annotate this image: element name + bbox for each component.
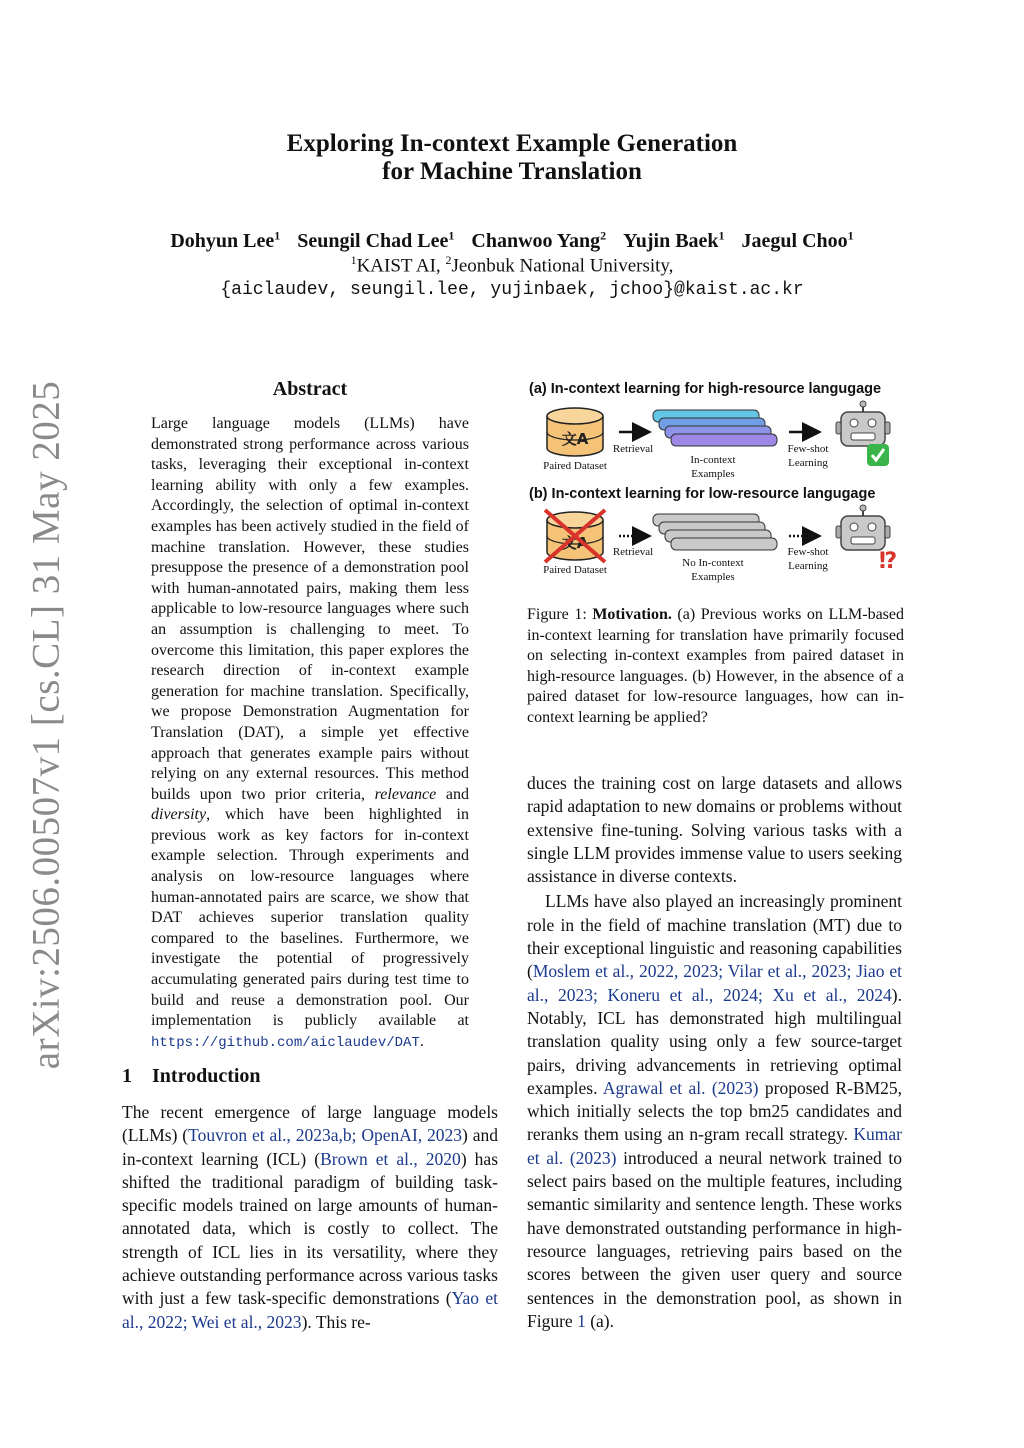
question-exclamation-icon: ⁉ xyxy=(879,549,898,574)
paragraph: LLMs have also played an increasingly prominent role in the field of machine translation (MT) due to their exceptional linguistic and reasoning capabilities (Moslem et al., 2022, 2023; Vilar et al., 2023; Jiao et al., 2023; Koneru et al., 2024; Xu et al., 2024). Notably, ICL has demonstrated high multilingual translation quality using only a few source-target pairs, driving advancements in retrieving optimal examples. Agrawal et al. (2023) proposed R-BM25, which initially selects the top bm25 candidates and reranks them using an n-gram recall strategy. Kumar et al. (2023) introduced a neural network trained to select pairs based on the multiple features, including semantic similarity and sentence length. These works have demonstrated outstanding performance in high-resource languages, retrieving pairs based on the scores between the given user query and source sentences in the demonstration pool, as shown in Figure 1 (a). xyxy=(527,891,903,1331)
paper-title xyxy=(0,130,1024,186)
author-list xyxy=(0,228,1024,253)
code-link[interactable]: https://github.com/aiclaudev/DAT xyxy=(151,1034,420,1051)
no-incontext-examples-label: No In-context Examples xyxy=(682,557,744,583)
arxiv-stamp: arXiv:2506.00507v1 [cs.CL] 31 May 2025 xyxy=(24,380,68,1070)
author-emails: {aiclaudev, seungil.lee, yujinbaek, jchoo}@kaist.ac.kr xyxy=(220,280,804,300)
translate-icon: 文A xyxy=(561,534,589,552)
paired-dataset-label: Paired Dataset xyxy=(543,564,607,576)
author: Chanwoo Yang$^2$ xyxy=(471,228,607,252)
author: Dohyun Lee$^1$ xyxy=(170,228,281,252)
robot-icon xyxy=(836,401,890,446)
fewshot-learning-label: Few-shot Learning xyxy=(787,546,829,572)
fewshot-learning-label: Few-shot Learning xyxy=(787,443,829,469)
figure-1 xyxy=(527,380,907,600)
citation-link[interactable]: Brown et al., 2020 xyxy=(320,1148,461,1169)
citation-link[interactable]: Touvron et al., 2023a,b; OpenAI, 2023 xyxy=(188,1125,463,1146)
title-line-2: for Machine Translation xyxy=(382,158,642,185)
database-icon-crossed xyxy=(545,510,605,562)
retrieval-label: Retrieval xyxy=(612,546,654,558)
citation-link[interactable]: Kumar et al. (2023) xyxy=(527,1124,902,1168)
section-heading: 1 Introduction xyxy=(122,1065,261,1087)
figure-subtitle-b: (b) In-context learning for low-resource langugage xyxy=(529,486,876,502)
citation-link[interactable]: Agrawal et al. (2023) xyxy=(602,1077,759,1098)
citation-link[interactable]: Moslem et al., 2022, 2023; Vilar et al., 2023; Jiao et al., 2023; Koneru et al., 2024; Xu et al., 2024 xyxy=(527,961,902,1005)
abstract-body: Large language models (LLMs) have demonstrated strong performance across various tasks, leveraging their exceptional in-context learning ability with only a few examples. Accordingly, the selection of optimal in-context examples has been actively studied in the field of machine translation. However, these studies presuppose the presence of a demonstration pool with human-annotated pairs, making them less applicable to low-resource languages where such an assumption is challenging to meet. To overcome this limitation, this paper explores the research direction of in-context example generation for machine translation. Specifically, we propose Demonstration Augmentation for Translation (DAT), a simple yet effective approach that generates example pairs without relying on any external resources. This method builds upon two prior criteria, relevance and diversity, which have been highlighted in previous work as key factors for in-context example selection. Through experiments and analysis on low-resource languages where human-annotated pairs are scarce, we show that DAT achieves superior translation quality compared to the baselines. Furthermore, we investigate the potential of progressively accumulating generated pairs during test time to build and reuse a demonstration pool. Our implementation is publicly available at https://github.com/aiclaudev/DAT. xyxy=(151,415,469,1051)
intro-right-column xyxy=(527,772,902,1333)
citation-link[interactable]: Yao et al., 2022; Wei et al., 2023 xyxy=(122,1288,498,1332)
author: Yujin Baek$^1$ xyxy=(623,228,725,252)
figure-ref-link[interactable]: 1 xyxy=(577,1310,586,1331)
paragraph: duces the training cost on large datasets and allows rapid adaptation to new domains or problems without extensive fine-tuning. Solving various tasks with a single LLM provides immense value to users seeking assistance in diverse contexts. xyxy=(527,773,902,887)
figure-caption: Figure 1: Motivation. (a) Previous works on LLM-based in-context learning for translation have primarily focused on selecting in-context examples from paired dataset in high-resource languages. (b) However, in the absence of a paired dataset for low-resource languages, how can in-context learning be applied? xyxy=(527,606,904,726)
check-icon xyxy=(867,444,889,466)
intro-left-column: The recent emergence of large language models (LLMs) (Touvron et al., 2023a,b; OpenAI, 2023) and in-context learning (ICL) (Brown et al., 2020) has shifted the traditional paradigm of building task-specific models trained on large amounts of human-annotated data, which is costly to collect. The strength of ICL lies in its versatility, where they achieve outstanding performance across various tasks with just a few task-specific demonstrations (Yao et al., 2022; Wei et al., 2023). This re- xyxy=(122,1102,498,1332)
author: Seungil Chad Lee$^1$ xyxy=(297,228,455,252)
incontext-examples-label: In-context Examples xyxy=(690,454,736,480)
database-icon xyxy=(547,408,603,456)
translate-icon: 文A xyxy=(561,430,589,448)
abstract-heading: Abstract xyxy=(272,378,348,400)
title-line-1: Exploring In-context Example Generation xyxy=(286,130,738,157)
figure-subtitle-a: (a) In-context learning for high-resource langugage xyxy=(529,381,882,397)
robot-icon xyxy=(836,505,890,550)
empty-example-stack-icon xyxy=(653,514,777,550)
example-stack-icon xyxy=(653,410,777,446)
affiliations: $^1$KAIST AI, $^2$Jeonbuk National University, xyxy=(350,253,674,277)
retrieval-label: Retrieval xyxy=(612,443,654,455)
author: Jaegul Choo$^1$ xyxy=(741,228,854,252)
paired-dataset-label: Paired Dataset xyxy=(543,460,607,472)
